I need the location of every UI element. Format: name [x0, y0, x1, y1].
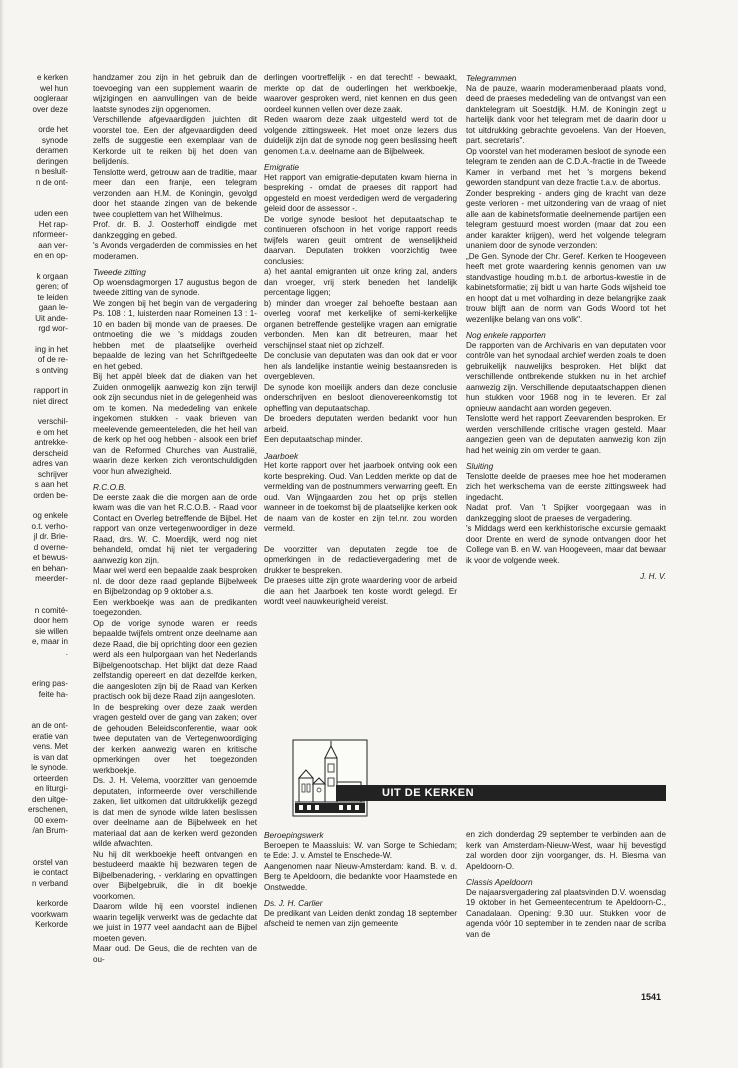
section-heading-rapporten: Nog enkele rapporten: [466, 330, 546, 340]
line-gap: [0, 658, 68, 679]
cutoff-text-line: derscheid: [32, 448, 68, 458]
paragraph: Tenslotte werd het rapport Zeevarenden besproken. Er werden verschillende critische vragen gesteld. Maar aangezien geen van de deputaten aanwezig kon zijn had het weinig zin om verder te gaan.: [466, 414, 666, 455]
cutoff-text-line: orteerden: [33, 773, 68, 783]
cutoff-text-line: n verband: [32, 878, 68, 888]
cutoff-text-line: orde het: [38, 125, 68, 134]
paragraph: Na de pauze, waarin moderamenberaad plaats vond, deed de praeses mededeling van de ontvangst van een danktelegram uit Soestdijk. H.M. de Koningin zegt u hartelijk dank voor het telegram met de daarin door u tot uitdrukking gebrachte gevoelens. Van der Hoeven, part. secretaris".: [466, 83, 666, 145]
cutoff-text-line: uden een: [34, 209, 68, 218]
paragraph: De praeses uitte zijn grote waardering voor de arbeid die aan het Jaarboek ten koste wordt gelegd. Er wordt veel nauwkeurigheid vereist.: [264, 576, 457, 606]
cutoff-text-line: Het rap-: [38, 219, 68, 229]
cutoff-text-line: en liturgi-: [34, 784, 68, 793]
line-gap: [0, 889, 68, 899]
cutoff-text-line: wel hun: [40, 83, 68, 93]
cutoff-text-line: te leiden: [37, 292, 68, 302]
cutoff-left-column: [0, 73, 68, 931]
line-gap: [0, 407, 68, 417]
cutoff-text-line: d overne-: [33, 542, 68, 552]
cutoff-text-line: eratie van: [32, 731, 68, 741]
banner-bar: [336, 785, 666, 801]
paragraph: Beroepen te Maassluis: W. van Sorge te Schiedam; te Ede: J. v. Amstel te Enschede-W.: [264, 840, 457, 860]
paragraph: Prof. dr. B. J. Oosterhoff eindigde met dankzegging en gebed.: [93, 220, 257, 240]
paragraph: Het korte rapport over het jaarboek ontving ook een korte bespreking. Oud. Van Ledden merkte op dat de vermelding van de postnummers verwarring geeft. En oud. Van Wijngaarden zou het op prijs stellen wanneer in de toekomst bij de plaatselijke kerken ook de naam van de koster en zijn tel.nr. zou worden vermeld.: [264, 461, 457, 533]
cutoff-text-line: n comité-: [34, 605, 68, 615]
line-gap: [0, 376, 68, 386]
cutoff-text-line: s ontving: [35, 365, 68, 375]
cutoff-text-line: deringen: [36, 156, 68, 166]
cutoff-text-line: jl dr. Brie-: [33, 532, 68, 541]
cutoff-text-line: feite ha-: [38, 689, 68, 699]
section-heading-sluiting: Sluiting: [466, 461, 494, 471]
column-3: [466, 73, 666, 583]
cutoff-text-line: e, maar in: [32, 637, 68, 646]
section-heading-jaarboek: Jaarboek: [264, 450, 299, 461]
line-gap: [0, 335, 68, 345]
paragraph: Verschillende afgevaardigden juichten dit voorstel toe. Een der afgevaardigden deed zelfs de suggestie een exemplaar van de Kerkorde uit te reiken bij het doen van belijdenis.: [93, 115, 257, 166]
section-heading-beroepingswerk: Beroepingswerk: [264, 830, 324, 840]
paragraph: De synode kon moeilijk anders dan deze conclusie onderschrijven en besloot dienovereenkomstig tot opheffing van deputaatschap.: [264, 382, 457, 413]
paragraph: Tenslotte werd, getrouw aan de traditie, maar meer dan een franje, een telegram verzonden aan H.M. de Koningin, gevolgd door het staande zingen van de bekende twee couplettem van het Wilhelmus.: [93, 167, 257, 219]
cutoff-text-line: den uitge-: [32, 794, 68, 804]
paragraph: Een werkboekje was aan de predikanten toegezonden.: [93, 597, 257, 617]
cutoff-text-line: s aan het: [34, 480, 68, 489]
section-heading-rcob: R.C.O.B.: [93, 482, 127, 492]
paragraph: Reden waarom deze zaak uitgesteld werd tot de volgende zittingsweek. Het moet onze lezers dus duidelijk zijn dat de synode nog geen beslissing heeft genomen t.a.v. deelname aan de Bijbelweek.: [264, 115, 457, 156]
cutoff-text-line: voorkwam: [31, 909, 68, 919]
cutoff-text-line: /an Brum-: [32, 826, 68, 835]
cutoff-text-line: 00 exem-: [34, 815, 68, 825]
line-gap: [0, 188, 68, 209]
cutoff-text-line: le synode.: [31, 763, 68, 772]
paragraph: 's Middags werd een kerkhistorische excursie gemaakt door Drente en werd de synode ontvangen door het College van B. en W. van Hoogeveen, maar dat bewaar ik voor de volgende week.: [466, 524, 666, 565]
cutoff-text-line: .: [65, 647, 68, 657]
banner-title: UIT DE KERKEN: [382, 787, 475, 799]
cutoff-text-line: e kerken: [36, 73, 68, 82]
cutoff-text-line: over deze: [32, 104, 68, 114]
cutoff-text-line: of de re-: [37, 355, 68, 364]
paragraph: De eerste zaak die die morgen aan de orde kwam was die van het R.C.O.B. - Raad voor Contact en Overleg betreffende de Bijbel. Het rapport van onze vertegenwoordiger in deze Raad, drs. W. C. Moerdijk, werd nog niet behandeld, omdat hij niet ter vergadering aanwezig kon zijn.: [93, 492, 257, 565]
paragraph: We zongen bij het begin van de vergadering Ps. 108 : 1, luisterden naar Romeinen 13 : 1-10 en baden bij monde van de praeses. De ontmoeting die we 's middags zouden hebben met de plaatselijke overheid bepaalde de lezing van het Schriftgedeelte en het gebed.: [93, 298, 257, 371]
column-2: [264, 73, 457, 608]
paragraph: Maar wel werd een bepaalde zaak besproken nl. de door deze raad geplande Bijbelweek en Bijbelzondag op 9 oktober a.s.: [93, 566, 257, 596]
cutoff-text-line: door hem: [33, 616, 68, 625]
paragraph: a) het aantal emigranten uit onze kring zal, anders dan vroeger, vrij sterk beneden het landelijk percentage liggen;: [264, 267, 457, 297]
cutoff-text-line: kerkorde: [36, 899, 68, 908]
paragraph: Het rapport van emigratie-deputaten kwam hierna in bespreking - omdat de praeses dit rapport had opgesteld en moest verdedigen werd de vergadering geleid door de assessor -.: [264, 172, 457, 213]
section-heading-classis-apeldoorn: Classis Apeldoorn: [466, 877, 533, 887]
author-signature: J. H. V.: [640, 572, 666, 581]
paragraph: Ds. J. H. Velema, voorzitter van genoemde deputaten, informeerde over verschillende zaken, liet uitkomen dat uitdrukkelijk gezegd is dat men de synode wilde laten beslissen over deelname aan de Bijbelweek en het materiaal dat aan de kerken werd gezonden wilde afwachten.: [93, 776, 257, 848]
cutoff-text-line: gaan le-: [38, 303, 68, 312]
paragraph: Bij het appèl bleek dat de diaken van het Zuiden onmogelijk aanwezig kon zijn terwijl ook zijn secundus niet in de gelegenheid was om te komen. Na mededeling van enkele ingekomen stukken - vaak brieven van meelevende gemeenteleden, die het heil van de kerk op het oog hebben - alsook een brief van de Reformed Churches van Australië, waarin deze kerken zich verontschuldigden voor hun afwezigheid.: [93, 372, 257, 476]
paragraph: Aangenomen naar Nieuw-Amsterdam: kand. B. v. d. Berg te Apeldoorn, die bedankte voor Haamstede en Onstwedde.: [264, 861, 457, 892]
section-heading-emigratie: Emigratie: [264, 162, 300, 172]
paragraph: De najaarsvergadering zal plaatsvinden D.V. woensdag 19 oktober in het Gemeentecentrum te Apeldoorn-C., Canadalaan. Opening: 9.30 uur. Stukken voor de agenda vóór 10 september in te zenden naar de scriba van de: [466, 887, 666, 939]
cutoff-text-line: is van dat: [33, 752, 68, 762]
cutoff-text-line: an de ont-: [31, 721, 68, 730]
section-heading-tweede-zitting: Tweede zitting: [93, 267, 146, 277]
cutoff-text-line: meerder-: [35, 574, 68, 583]
cutoff-text-line: ie contact: [33, 868, 68, 877]
cutoff-text-line: aan ver-: [38, 240, 68, 250]
paragraph: Op woensdagmorgen 17 augustus begon de tweede zitting van de synode.: [93, 277, 257, 297]
paragraph: Op de vorige synode waren er reeds bepaalde twijfels omtrent onze deelname aan deze Raad, die bij oprichting door een gezien werd als een hulporgaan van het Nederlands Bijbelgenootschap. Het blijkt dat deze Raad zelfstandig opereert en dat dezelfde kerken, die aangesloten zijn bij de Raad van Kerken practisch ook bij deze Raad zijn aangesloten.: [93, 618, 257, 701]
cutoff-text-line: orden be-: [33, 490, 68, 500]
cutoff-text-line: erschenen,: [27, 805, 68, 814]
cutoff-text-line: et bewus-: [32, 553, 68, 562]
column-2-bottom: [264, 830, 457, 930]
paragraph: De broeders deputaten werden bedankt voor hun arbeid.: [264, 414, 457, 434]
cutoff-text-line: vens. Met: [32, 742, 68, 751]
paragraph: In de bespreking over deze zaak werden vragen gesteld over de gang van zaken; over de gehouden Beleidsconferentie, waar ook twee deputaten van de Vertegenwoordiging der kerken aanwezig waren en kritische opmerkingen over het toegezonden werkboekje.: [93, 702, 257, 775]
cutoff-text-line: n besluit-: [35, 167, 68, 176]
line-gap: [0, 585, 68, 606]
cutoff-text-line: deramen: [36, 146, 68, 155]
line-gap: [0, 501, 68, 511]
cutoff-text-line: schrijver: [37, 469, 68, 479]
church-illustration-icon: [290, 738, 370, 818]
paragraph: Daarom wilde hij een voorstel indienen waarin tegelijk verwerkt was de gedachte dat we juist in 1977 veel aandacht aan de Bijbel moeten geven.: [93, 902, 257, 943]
cutoff-text-line: Uit ande-: [35, 313, 68, 323]
line-gap: [0, 115, 68, 125]
paragraph: Een deputaatschap minder.: [264, 435, 363, 444]
paragraph: derlingen voortreffelijk - en dat terecht! - bewaakt, merkte op dat de ouderlingen het werkboekje, waarover gesproken werd, niet kennen en dus geen oordeel kunnen vellen over deze zaak.: [264, 73, 457, 114]
line-gap: [0, 700, 68, 721]
paragraph: De predikant van Leiden denkt zondag 18 september afscheid te nemen van zijn gemeente: [264, 908, 457, 928]
cutoff-text-line: en en op-: [33, 251, 68, 260]
page-number: 1541: [641, 992, 662, 1002]
cutoff-text-line: ering pas-: [32, 679, 68, 688]
paragraph: 's Avonds vergaderden de commissies en het moderamen.: [93, 241, 257, 261]
paragraph: b) minder dan vroeger zal behoefte bestaan aan overleg vooraf met kerkelijke of semi-kerkelijke organen betreffende gestelijke vragen aan emigratie verbonden. Men kan dit betreuren, maar het verschijnsel staat niet op zichzelf.: [264, 298, 457, 350]
cutoff-text-line: Kerkorde: [35, 920, 68, 929]
cutoff-text-line: synode: [41, 135, 68, 145]
cutoff-text-line: en behan-: [31, 563, 68, 573]
cutoff-text-line: adres van: [32, 459, 68, 468]
column-3-bottom: [466, 830, 666, 940]
cutoff-text-line: sie willen: [35, 626, 68, 636]
cutoff-text-line: orstel van: [32, 857, 68, 867]
paragraph: Tenslotte deelde de praeses mee hoe het moderamen zich het werkschema van de eerste zittingsweek had ingedacht.: [466, 471, 666, 502]
cutoff-text-line: e om het: [36, 427, 68, 437]
paragraph: Maar oud. De Geus, die de rechten van de ou-: [93, 944, 257, 964]
cutoff-text-line: geren; of: [36, 282, 68, 291]
paragraph: „De Gen. Synode der Chr. Geref. Kerken te Hoogeveen heeft met grote waardering kennis genomen van uw standvastige houding m.b.t. de arbortus-kwestie in de kabinetsformatie; zij bidt u van harte Gods wijsheid toe en hoopt dat u met volharding in deze belangrijke zaak trouw blijft aan de norm van Gods Woord tot het wezenlijke belang van ons volk".: [466, 251, 666, 324]
paragraph: De conclusie van deputaten was dan ook dat er voor hen als landelijke instantie weinig bestaansreden is overgebleven.: [264, 351, 457, 381]
paragraph: Op voorstel van het moderamen besloot de synode een telegram te zenden aan de C.D.A.-fractie in de Tweede Kamer in verband met het 's morgens bekend geworden standpunt van deze fractie t.a.v. de abortus.: [466, 146, 666, 187]
paragraph: De rapporten van de Archivaris en van deputaten voor contrôle van het synodaal archief werden zoals te doen gebruikelijk nauwelijks besproken. Het blijkt dat verschillende ontbrekende stukken nu in het archief aanwezig zijn. Verschillende deputaatschappen dienen hun stukken voor 1968 nog in te leveren. Er zal opnieuw aandacht aan worden gegeven.: [466, 340, 666, 413]
paragraph: en zich donderdag 29 september te verbinden aan de kerk van Amsterdam-Nieuw-West, waar hij bevestigd zal worden door zijn voorganger, ds. H. Biesma van Apeldoorn-O.: [466, 830, 666, 871]
paragraph: handzamer zou zijn in het gebruik dan de toevoeging van een supplement waarin de wijzigingen en aanvullingen van de beide laatste synodes zijn opgenomen.: [93, 73, 257, 114]
line-gap: [0, 837, 68, 858]
line-gap: [0, 262, 68, 272]
cutoff-text-line: k orgaan: [36, 271, 68, 281]
paragraph: Nu hij dit werkboekje heeft ontvangen en bestudeerd maakte hij bezwaren tegen de Bijbelbenadering, - verklaring en opvattingen over Bijbelgebruik, die in dit boekje voorkomen.: [93, 849, 257, 901]
section-heading-telegrammen: Telegrammen: [466, 73, 517, 83]
cutoff-text-line: n de ont-: [36, 177, 68, 187]
paragraph: De vorige synode besloot het deputaatschap te continueren ofschoon in het vorige rapport reeds twijfels waren geuit omtrent de wenselijkheid daarvan. Deputaten trokken voorzichtig twee conclusies:: [264, 214, 457, 266]
cutoff-text-line: verschil-: [37, 417, 68, 426]
cutoff-text-line: niet direct: [32, 396, 68, 406]
paragraph: De voorzitter van deputaten zegde toe de opmerkingen in de redactievergadering met de drukker te bespreken.: [264, 544, 457, 575]
cutoff-text-line: rapport in: [33, 386, 68, 395]
cutoff-text-line: antrekke-: [34, 438, 68, 447]
column-1: [93, 73, 257, 965]
cutoff-text-line: og enkele: [32, 511, 68, 520]
paragraph: Nadat prof. Van 't Spijker voorgegaan was in dankzegging sloot de praeses de vergadering.: [466, 503, 666, 523]
section-heading-carlier: Ds. J. H. Carlier: [264, 898, 323, 908]
cutoff-text-line: nformeer-: [32, 230, 68, 239]
paragraph: Zonder bespreking - anders ging de kracht van deze geste verloren - met uitzondering van de vraag of niet alle aan de kabinetsformatie deelnemende partijen een telegram gestuurd moest worden (maar dat zou een ander karakter krijgen), werd het volgende telegram unaniem door de synode verzonden:: [466, 188, 666, 250]
section-banner: [290, 738, 664, 818]
cutoff-text-line: oogleraar: [33, 94, 68, 103]
cutoff-text-line: o.t. verho-: [31, 521, 68, 531]
cutoff-text-line: rgd wor-: [38, 324, 68, 333]
cutoff-text-line: ing in het: [35, 344, 68, 354]
